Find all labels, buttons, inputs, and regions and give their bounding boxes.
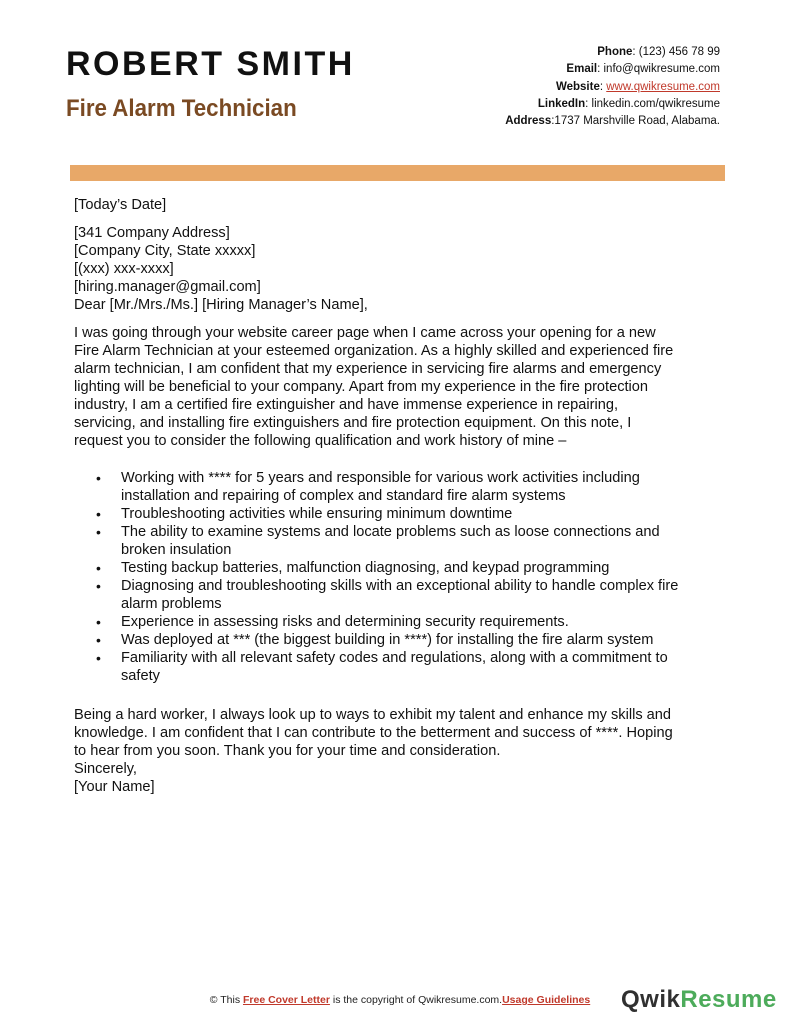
- qualification-line: • Experience in assessing risks and determining security requirements.: [121, 614, 569, 630]
- intro-line: Fire Alarm Technician at your esteemed organization. As a highly skilled and experienced fire: [74, 343, 674, 359]
- recipient-address-line: [(xxx) xxx-xxxx]: [74, 261, 174, 277]
- closing-line: Being a hard worker, I always look up to ways to exhibit my talent and enhance my skills and: [74, 707, 672, 723]
- contact-block: [505, 44, 720, 130]
- linkedin-value: : linkedin.com/qwikresume: [585, 97, 720, 110]
- intro-line: request you to consider the following qualification and work history of mine –: [74, 433, 567, 449]
- logo-part-resume: Resume: [680, 986, 777, 1013]
- closing-line: knowledge. I am confident that I can contribute to the betterment and success of ****. Hoping: [74, 725, 673, 741]
- qualification-line: • Testing backup batteries, malfunction diagnosing, and keypad programming: [121, 560, 610, 576]
- signoff: Sincerely,: [74, 761, 137, 777]
- qualification-item: [121, 649, 734, 685]
- qualification-item: [121, 631, 734, 649]
- recipient-address-line: [341 Company Address]: [74, 225, 230, 241]
- phone-label: Phone: [597, 46, 633, 58]
- recipient-address-line: [hiring.manager@gmail.com]: [74, 279, 261, 295]
- qualification-item: [121, 613, 734, 631]
- contact-address: [505, 113, 720, 130]
- qualification-item: [121, 523, 734, 559]
- qualification-item: [121, 505, 734, 523]
- qualification-line: • Was deployed at *** (the biggest building in ****) for installing the fire alarm system: [121, 632, 654, 648]
- intro-line: servicing, and installing fire extinguishers and fire protection equipment. On this note, I: [74, 415, 632, 431]
- letter-date: [Today’s Date]: [74, 197, 167, 213]
- qualification-line: • The ability to examine systems and locate problems such as loose connections and: [121, 524, 660, 540]
- intro-line: industry, I am a certified fire extinguisher and have immense experience in repairing,: [74, 397, 619, 413]
- qualification-list: [74, 469, 734, 685]
- closing-paragraph: [74, 706, 734, 760]
- website-separator: :: [599, 80, 607, 93]
- contact-website: [505, 79, 720, 96]
- website-label: Website: [555, 80, 600, 93]
- recipient-address-line: [Company City, State xxxxx]: [74, 243, 256, 259]
- qualification-line: alarm problems: [121, 596, 222, 612]
- letter-body: [74, 196, 734, 796]
- salutation: Dear [Mr./Mrs./Ms.] [Hiring Manager’s Name],: [74, 297, 368, 313]
- logo-part-qwik: Qwik: [621, 986, 681, 1013]
- closing-line: to hear from you soon. Thank you for your time and consideration.: [74, 743, 501, 759]
- qwikresume-logo: [621, 986, 777, 1014]
- address-value: :1737 Marshville Road, Alabama.: [551, 115, 720, 128]
- qualification-line: broken insulation: [121, 542, 232, 558]
- qualification-item: [121, 577, 734, 613]
- qualification-line: • Diagnosing and troubleshooting skills with an exceptional ability to handle complex fire: [121, 578, 679, 594]
- website-link[interactable]: www.qwikresume.com: [606, 80, 720, 93]
- footer-middle: is the copyright of Qwikresume.com.: [329, 994, 503, 1006]
- accent-divider-bar: [70, 165, 725, 181]
- contact-phone: [505, 44, 720, 61]
- qualification-line: • Troubleshooting activities while ensuring minimum downtime: [121, 506, 513, 522]
- contact-email: [505, 61, 720, 78]
- qualification-line: • Familiarity with all relevant safety codes and regulations, along with a commitment to: [121, 650, 668, 666]
- email-label: Email: [566, 63, 598, 76]
- intro-line: lighting will be beneficial to your company. Apart from my experience in the fire protection: [74, 379, 649, 395]
- contact-linkedin: [505, 96, 720, 113]
- email-value: : info@qwikresume.com: [597, 63, 720, 76]
- intro-paragraph: [74, 324, 734, 450]
- qualification-line: safety: [121, 668, 160, 684]
- usage-guidelines-link[interactable]: Usage Guidelines: [502, 994, 591, 1006]
- candidate-name: ROBERT SMITH: [66, 45, 355, 83]
- intro-line: alarm technician, I am confident that my experience in servicing fire alarms and emergency: [74, 361, 662, 377]
- recipient-address: [74, 224, 734, 296]
- qualification-line: installation and repairing of complex and standard fire alarm systems: [121, 488, 566, 504]
- qualification-line: • Working with **** for 5 years and responsible for various work activities including: [121, 470, 640, 486]
- phone-value: : (123) 456 78 99: [632, 46, 720, 58]
- qualification-item: [121, 469, 734, 505]
- footer-prefix: © This: [209, 994, 243, 1006]
- free-cover-letter-link[interactable]: Free Cover Letter: [242, 994, 330, 1006]
- address-label: Address: [505, 115, 552, 128]
- linkedin-label: LinkedIn: [537, 97, 586, 110]
- job-title: Fire Alarm Technician: [66, 95, 297, 122]
- signature-name: [Your Name]: [74, 779, 155, 795]
- qualification-item: [121, 559, 734, 577]
- intro-line: I was going through your website career page when I came across your opening for a new: [74, 325, 656, 341]
